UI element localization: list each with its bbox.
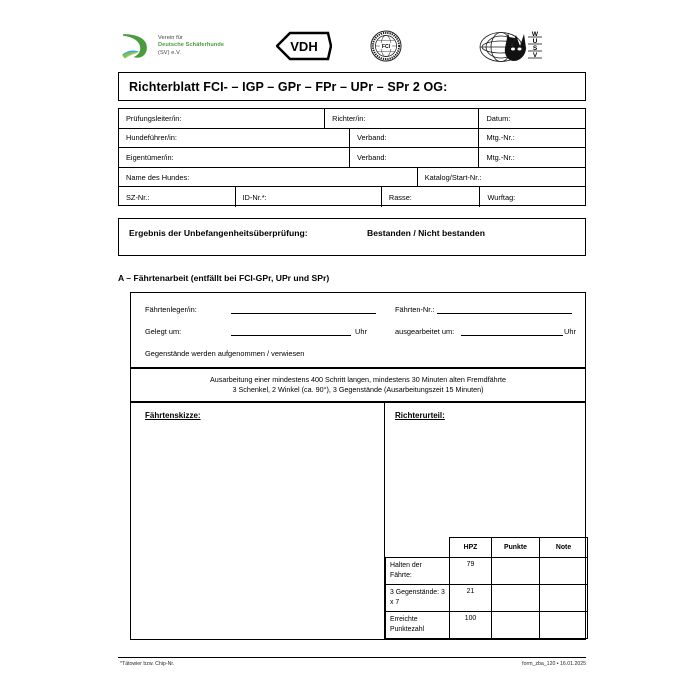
table-row: [386, 612, 588, 639]
unit-gelegt-um: Uhr: [355, 327, 367, 336]
score-row-note[interactable]: [540, 612, 588, 639]
field-verband-1[interactable]: Verband:: [350, 129, 479, 148]
score-row-label: Halten der Fährte:: [386, 558, 450, 585]
score-row-hpz: 79: [450, 558, 492, 585]
score-row-hpz: 100: [450, 612, 492, 639]
score-col-blank: [386, 538, 450, 558]
score-row-punkte[interactable]: [492, 558, 540, 585]
score-table-header-row: [386, 538, 588, 558]
info-row: [119, 109, 585, 129]
info-row: [119, 129, 585, 149]
richterurteil-label: Richterurteil:: [395, 411, 445, 420]
field-name-des-hundes[interactable]: Name des Hundes:: [119, 168, 418, 187]
instruction-line-2: 3 Schenkel, 2 Winkel (ca. 90°), 3 Gegenstände (Ausarbeitungszeit 15 Minuten): [232, 385, 484, 394]
faehrte-details-box: [130, 292, 586, 368]
input-faehrten-nr[interactable]: [437, 313, 572, 314]
fci-seal-icon: [370, 30, 402, 62]
score-row-punkte[interactable]: [492, 612, 540, 639]
field-verband-2[interactable]: Verband:: [350, 148, 479, 167]
sv-logo-line2: Deutsche Schäferhunde: [158, 42, 225, 49]
wusv-letter-s: S: [532, 45, 538, 52]
field-eigentuemer[interactable]: Eigentümer/in:: [119, 148, 350, 167]
wusv-letter-u: U: [532, 38, 538, 45]
table-row: [386, 558, 588, 585]
sv-logo: [118, 29, 268, 63]
footer-form-id: form_zba_120 • 16.01.2025: [522, 661, 586, 667]
unbefangenheit-result-box: [118, 218, 586, 256]
field-katalog-start-nr[interactable]: Katalog/Start-Nr.:: [424, 172, 482, 182]
label-faehrten-nr: Fährten-Nr.:: [395, 305, 435, 314]
wusv-dog-globe-icon: [472, 26, 546, 66]
field-wurftag[interactable]: Wurftag:: [487, 192, 516, 202]
input-faehrtenleger[interactable]: [231, 313, 376, 314]
info-row: [119, 187, 585, 207]
score-col-hpz: HPZ: [450, 538, 492, 558]
score-row-note[interactable]: [540, 558, 588, 585]
field-pruefungsleiter[interactable]: Prüfungsleiter/in:: [119, 109, 325, 128]
field-hundefuehrer[interactable]: Hundeführer/in:: [119, 129, 350, 148]
document-title-box: [118, 72, 586, 101]
info-row: [119, 168, 585, 188]
score-row-note[interactable]: [540, 585, 588, 612]
instruction-line-1: Ausarbeitung einer mindestens 400 Schritt langen, mindestens 30 Minuten alten Fremdfährte: [209, 374, 507, 384]
field-rasse[interactable]: Rasse:: [382, 187, 481, 207]
vdh-logo: [268, 31, 340, 61]
field-sz-nr[interactable]: SZ-Nr.:: [119, 187, 236, 207]
input-gelegt-um[interactable]: [231, 335, 351, 336]
score-row-label: 3 Gegenstände: 3 x 7: [386, 585, 450, 612]
unbefangenheit-label: Ergebnis der Unbefangenheitsüberprüfung:: [129, 228, 308, 238]
score-col-note: Note: [540, 538, 588, 558]
label-gelegt-um: Gelegt um:: [145, 327, 182, 336]
faehrte-instruction-box: [130, 368, 586, 402]
footer-note: *Tätowier bzw. Chip-Nr.: [120, 661, 175, 667]
input-ausgearbeitet-um[interactable]: [461, 335, 563, 336]
page-title: Richterblatt FCI- – IGP – GPr – FPr – UPr – SPr 2 OG:: [129, 79, 448, 94]
wusv-logo: [432, 26, 586, 66]
section-a-heading: A – Fährtenarbeit (entfällt bei FCI-GPr, UPr und SPr): [118, 273, 330, 283]
sv-logo-text: [158, 35, 224, 58]
field-datum[interactable]: Datum:: [486, 113, 511, 123]
table-row: [386, 585, 588, 612]
unbefangenheit-options[interactable]: Bestanden / Nicht bestanden: [367, 228, 485, 238]
label-ausgearbeitet-um: ausgearbeitet um:: [395, 327, 455, 336]
vdh-diamond-icon: [276, 31, 332, 61]
field-mtg-nr-2[interactable]: Mtg.-Nr.:: [486, 152, 515, 162]
fci-logo: [340, 30, 432, 62]
score-row-hpz: 21: [450, 585, 492, 612]
score-row-label: Erreichte Punktezahl: [386, 612, 450, 639]
sv-swoosh-icon: [118, 29, 152, 63]
svg-text:VDH: VDH: [290, 39, 318, 54]
wusv-letter-v: V: [532, 52, 538, 59]
richterurteil-pane[interactable]: [385, 403, 585, 639]
svg-text:FCI: FCI: [381, 43, 391, 50]
field-richter[interactable]: Richter/in:: [325, 109, 479, 128]
wusv-letter-w: W: [531, 31, 539, 38]
sketch-and-judgement-box: [130, 402, 586, 640]
score-col-punkte: Punkte: [492, 538, 540, 558]
sv-logo-line3: (SV) e.V.: [158, 49, 182, 56]
participant-info-grid: [118, 108, 586, 206]
gegenstaende-note[interactable]: Gegenstände werden aufgenommen / verwiesen: [145, 349, 305, 358]
faehrtenskizze-label: Fährtenskizze:: [145, 411, 201, 420]
label-faehrtenleger: Fährtenleger/in:: [145, 305, 197, 314]
faehrtenskizze-pane[interactable]: [131, 403, 385, 639]
score-row-punkte[interactable]: [492, 585, 540, 612]
score-table: [385, 537, 588, 639]
unit-ausgearbeitet-um: Uhr: [564, 327, 576, 336]
sv-logo-line1: Verein für: [158, 34, 183, 41]
info-row: [119, 148, 585, 168]
field-mtg-nr-1[interactable]: Mtg.-Nr.:: [486, 133, 515, 143]
field-id-nr[interactable]: ID-Nr.*:: [236, 187, 382, 207]
footer-divider: [118, 657, 586, 658]
logo-bar: [118, 20, 586, 72]
